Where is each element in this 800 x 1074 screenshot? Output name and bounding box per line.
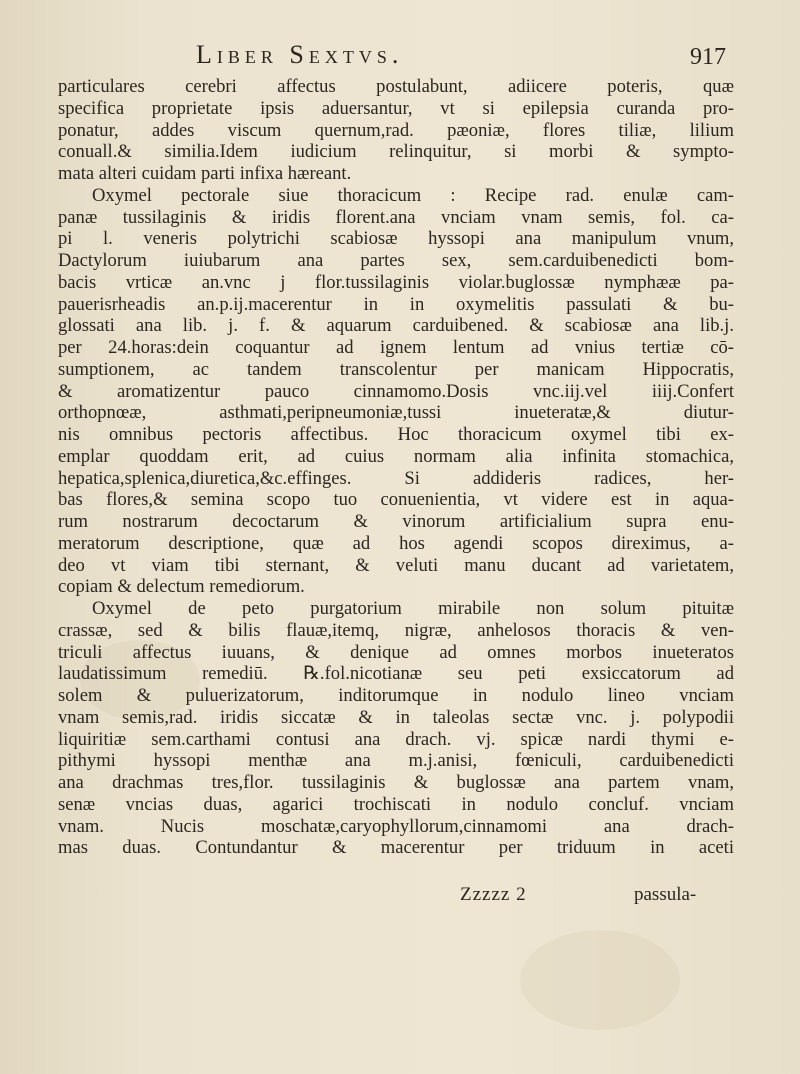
text-line: emplar quoddam erit, ad cuius normam alia infinita stomachica, — [58, 445, 734, 467]
text-line: panæ tussilaginis & iridis florent.ana vnciam vnam semis, fol. ca- — [58, 206, 734, 228]
text-line: rum nostrarum decoctarum & vinorum artificialium supra enu- — [58, 511, 734, 532]
text-line: solem & puluerizatorum, inditorumque in nodulo lineo vnciam — [58, 685, 734, 706]
text-line: copiam & delectum remediorum. — [58, 576, 305, 598]
text-line: bacis vrticæ an.vnc j flor.tussilaginis violar.buglossæ nymphææ pa- — [58, 271, 734, 293]
text-line: nis omnibus pectoris affectibus. Hoc thoracicum oxymel tibi ex- — [58, 424, 734, 445]
text-line: orthopnœæ, asthmati,peripneumoniæ,tussi inueteratæ,& diutur- — [58, 402, 734, 424]
paper-stain — [520, 930, 680, 1030]
text-line: triculi affectus iuuans, & denique ad omnes morbos inueteratos — [58, 641, 734, 663]
text-line: Oxymel de peto purgatorium mirabile non solum pituitæ — [92, 598, 734, 619]
text-line: senæ vncias duas, agarici trochiscati in nodulo concluf. vnciam — [58, 793, 734, 815]
text-line: vnam. Nucis moschatæ,caryophyllorum,cinnamomi ana drach- — [58, 815, 734, 837]
catchword: passula- — [634, 884, 697, 905]
text-line: bas flores,& semina scopo tuo conuenientia, vt videre est in aqua- — [58, 489, 734, 511]
text-line: & aromatizentur pauco cinnamomo.Dosis vnc.iij.vel iiij.Confert — [58, 380, 734, 402]
text-line: laudatissimum remediū. ℞.fol.nicotianæ seu peti exsiccatorum ad — [58, 663, 734, 685]
text-line: meratorum descriptione, quæ ad hos agendi scopos direximus, a- — [58, 532, 734, 554]
running-head — [0, 40, 800, 70]
text-line: Oxymel pectorale siue thoracicum : Recipe rad. enulæ cam- — [92, 184, 734, 206]
text-line: specifica proprietate ipsis aduersantur, vt si epilepsia curanda pro- — [58, 97, 734, 119]
text-line: sumptionem, ac tandem transcolentur per manicam Hippocratis, — [58, 358, 734, 380]
text-line: ana drachmas tres,flor. tussilaginis & buglossæ ana partem vnam, — [58, 772, 734, 793]
text-line: particulares cerebri affectus postulabunt, adiicere poteris, quæ — [58, 76, 734, 97]
text-line: mas duas. Contundantur & macerentur per triduum in aceti — [58, 837, 734, 859]
signature-mark: Zzzzz 2 — [460, 884, 527, 905]
text-line: crassæ, sed & bilis flauæ,itemq, nigræ, anhelosos thoracis & ven- — [58, 619, 734, 641]
text-block — [58, 76, 734, 859]
text-line: deo vt viam tibi sternant, & veluti manu ducant ad varietatem, — [58, 554, 734, 576]
text-line: pi l. veneris polytrichi scabiosæ hyssopi ana manipulum vnum, — [58, 228, 734, 250]
text-line: ponatur, addes viscum quernum,rad. pæoniæ, flores tiliæ, lilium — [58, 119, 734, 141]
text-line: liquiritiæ sem.carthami contusi ana drach. vj. spicæ nardi thymi e- — [58, 728, 734, 750]
text-line: per 24.horas:dein coquantur ad ignem lentum ad vnius tertiæ cō- — [58, 337, 734, 358]
text-line: pauerisrheadis an.p.ij.macerentur in in oxymelitis passulati & bu- — [58, 293, 734, 315]
page-footer — [0, 884, 800, 908]
running-title: Liber Sextvs. — [196, 40, 404, 69]
text-line: conuall.& similia.Idem iudicium relinquitur, si morbi & sympto- — [58, 141, 734, 163]
page-number: 917 — [690, 44, 726, 70]
text-line: mata alteri cuidam parti infixa hæreant. — [58, 163, 352, 184]
text-line: pithymi hyssopi menthæ ana m.j.anisi, fœniculi, carduibenedicti — [58, 750, 734, 772]
text-line: Dactylorum iuiubarum ana partes sex, sem.carduibenedicti bom- — [58, 250, 734, 271]
text-line: glossati ana lib. j. f. & aquarum carduibened. & scabiosæ ana lib.j. — [58, 315, 734, 337]
text-line: vnam semis,rad. iridis siccatæ & in taleolas sectæ vnc. j. polypodii — [58, 706, 734, 728]
text-line: hepatica,splenica,diuretica,&c.effinges. Si addideris radices, her- — [58, 467, 734, 489]
